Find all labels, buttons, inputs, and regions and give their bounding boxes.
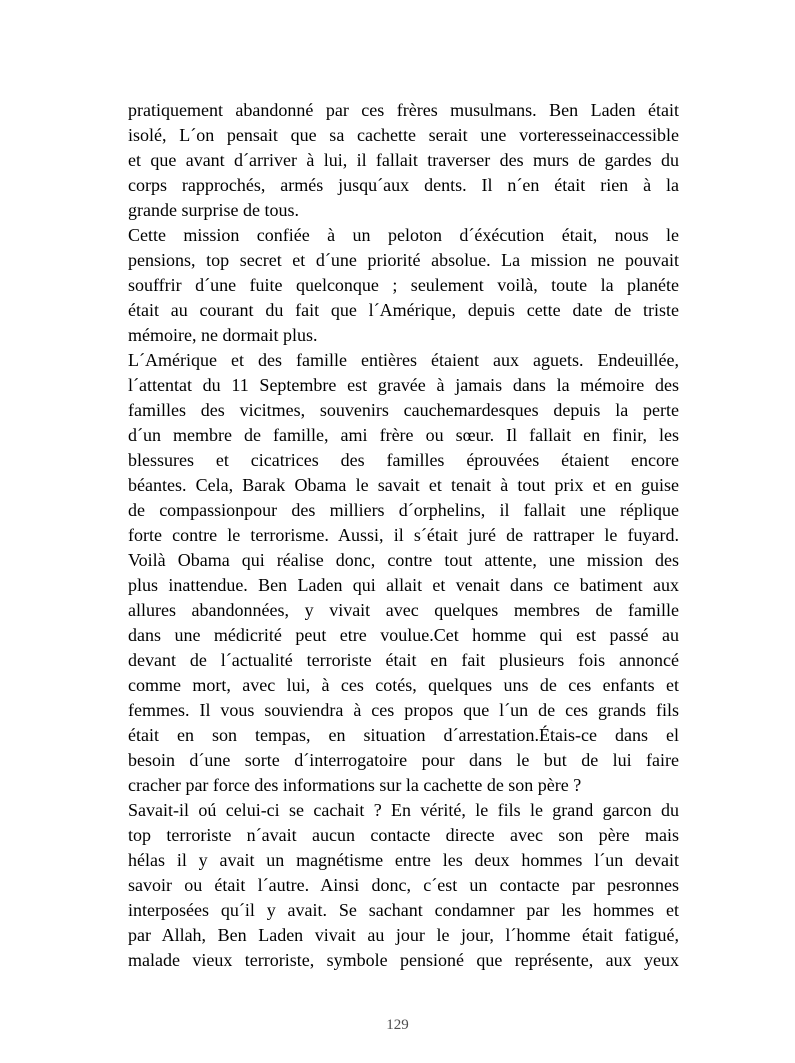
text-line: grande surprise de tous. xyxy=(128,200,299,220)
text-line: besoin d´une sorte d´interrogatoire pour dans le but de lui faire xyxy=(128,750,679,770)
text-line: mémoire, ne dormait plus. xyxy=(128,325,318,345)
text-line: dans une médicrité peut etre voulue.Cet homme qui est passé au xyxy=(128,625,679,645)
text-line: comme mort, avec lui, à ces cotés, quelques uns de ces enfants et xyxy=(128,675,679,695)
text-line: Cette mission confiée à un peloton d´éxécution était, nous le xyxy=(128,225,679,245)
text-line: L´Amérique et des famille entières étaient aux aguets. Endeuillée, xyxy=(128,350,679,370)
text-line: malade vieux terroriste, symbole pensioné que représente, aux yeux xyxy=(128,950,679,970)
text-line: corps rapprochés, armés jusqu´aux dents. Il n´en était rien à la xyxy=(128,175,679,195)
text-line: allures abandonnées, y vivait avec quelques membres de famille xyxy=(128,600,679,620)
text-line: plus inattendue. Ben Laden qui allait et venait dans ce batiment aux xyxy=(128,575,679,595)
text-line: blessures et cicatrices des familles éprouvées étaient encore xyxy=(128,450,679,470)
paragraph xyxy=(128,98,679,223)
text-line: et que avant d´arriver à lui, il fallait traverser des murs de gardes du xyxy=(128,150,679,170)
text-line: pensions, top secret et d´une priorité absolue. La mission ne pouvait xyxy=(128,250,679,270)
paragraph xyxy=(128,348,679,798)
text-line: Voilà Obama qui réalise donc, contre tout attente, une mission des xyxy=(128,550,679,570)
text-line: de compassionpour des milliers d´orphelins, il fallait une réplique xyxy=(128,500,679,520)
text-line: était au courant du fait que l´Amérique, depuis cette date de triste xyxy=(128,300,679,320)
text-line: forte contre le terrorisme. Aussi, il s´était juré de rattraper le fuyard. xyxy=(128,525,679,545)
text-line: femmes. Il vous souviendra à ces propos que l´un de ces grands fils xyxy=(128,700,679,720)
page-number: 129 xyxy=(386,1017,409,1033)
text-line: souffrir d´une fuite quelconque ; seulement voilà, toute la planéte xyxy=(128,275,679,295)
text-line: interposées qu´il y avait. Se sachant condamner par les hommes et xyxy=(128,900,679,920)
text-line: savoir ou était l´autre. Ainsi donc, c´est un contacte par pesronnes xyxy=(128,875,679,895)
text-line: cracher par force des informations sur la cachette de son père ? xyxy=(128,775,582,795)
text-line: familles des vicitmes, souvenirs cauchemardesques depuis la perte xyxy=(128,400,679,420)
text-line: était en son tempas, en situation d´arrestation.Étais-ce dans el xyxy=(128,725,679,745)
paragraph xyxy=(128,223,679,348)
paragraph xyxy=(128,798,679,973)
text-line: par Allah, Ben Laden vivait au jour le jour, l´homme était fatigué, xyxy=(128,925,679,945)
text-line: isolé, L´on pensait que sa cachette serait une vorteresseinaccessible xyxy=(128,125,679,145)
text-line: Savait-il oú celui-ci se cachait ? En vérité, le fils le grand garcon du xyxy=(128,800,679,820)
text-line: d´un membre de famille, ami frère ou sœur. Il fallait en finir, les xyxy=(128,425,679,445)
text-line: top terroriste n´avait aucun contacte directe avec son père mais xyxy=(128,825,679,845)
text-line: l´attentat du 11 Septembre est gravée à jamais dans la mémoire des xyxy=(128,375,679,395)
text-body xyxy=(128,98,679,973)
text-line: hélas il y avait un magnétisme entre les deux hommes l´un devait xyxy=(128,850,679,870)
text-line: devant de l´actualité terroriste était en fait plusieurs fois annoncé xyxy=(128,650,679,670)
text-line: pratiquement abandonné par ces frères musulmans. Ben Laden était xyxy=(128,100,679,120)
text-line: béantes. Cela, Barak Obama le savait et tenait à tout prix et en guise xyxy=(128,475,679,495)
